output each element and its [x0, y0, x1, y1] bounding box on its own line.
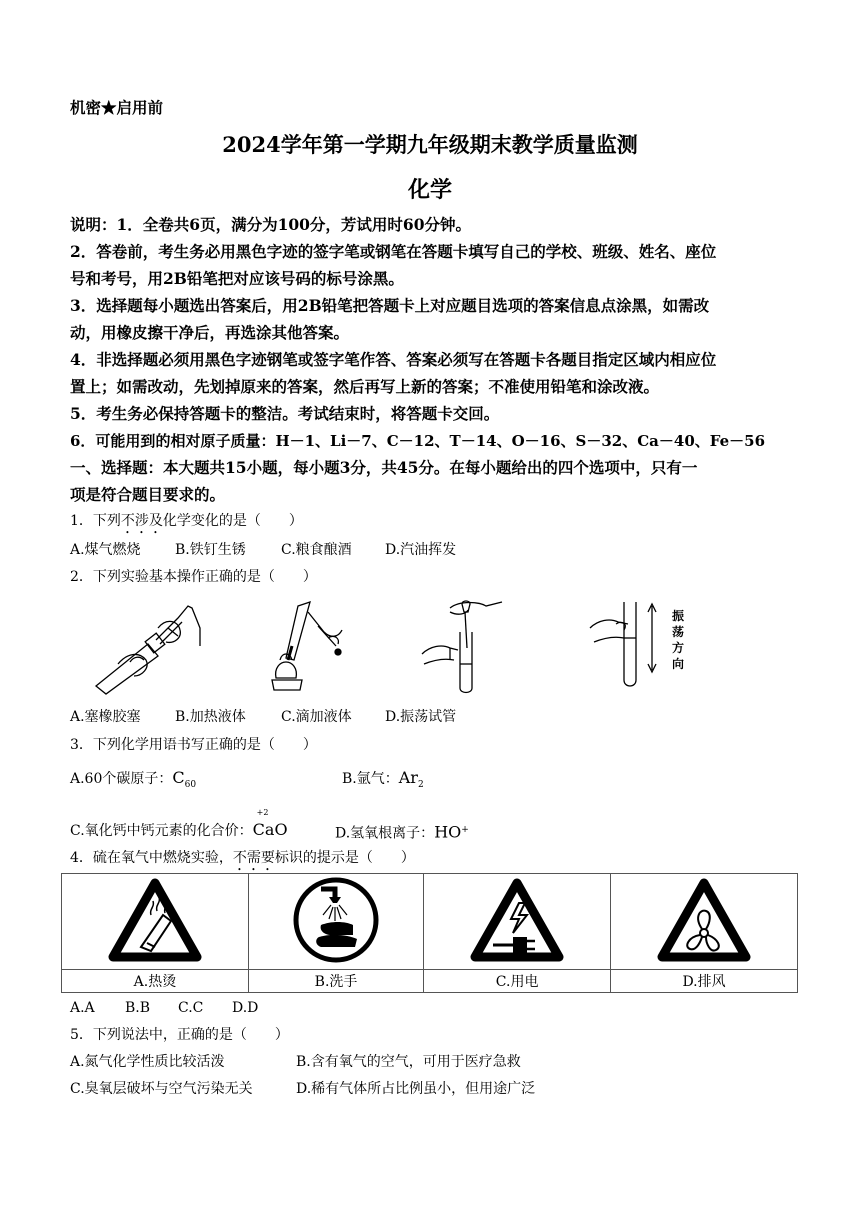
sign-cell [424, 874, 611, 970]
question-5-option-b: B.含有氧气的空气，可用于医疗急救 [296, 1054, 521, 1070]
question-2-stem: 2．下列实验基本操作正确的是（ ） [70, 569, 317, 585]
heat-liquid-figure [258, 598, 358, 698]
question-4-option-b: B.B [125, 1000, 151, 1016]
safety-signs-table [61, 873, 798, 993]
instruction-line: 6．可能用到的相对原子质量：H－1、Li－7、C－12、T－14、O－16、S－32、Ca－40、Fe－56 [70, 432, 766, 450]
question-3-option-c: C.氧化钙中钙元素的化合价： +2 CaO [70, 808, 288, 839]
question-5-option-d: D.稀有气体所占比例虽小，但用途广泛 [296, 1081, 536, 1097]
instruction-line: 2．答卷前，考生务必用黑色字迹的签字笔或钢笔在答题卡填写自己的学校、班级、姓名、座位 [70, 242, 717, 261]
subject-title: 化学 [407, 177, 452, 203]
question-2-option-d: D.振荡试管 [385, 709, 457, 725]
question-1-option-d: D.汽油挥发 [385, 542, 457, 558]
question-4-option-c: C.C [178, 1000, 204, 1016]
emphasis-text: 不涉及 [120, 513, 163, 529]
question-5-option-c: C.臭氧层破坏与空气污染无关 [70, 1081, 253, 1097]
question-3-option-d: D.氢氧根离子：HO+ [335, 822, 469, 842]
instruction-line: 动，用橡皮擦干净后，再选涂其他答案。 [70, 323, 350, 342]
question-5-option-a: A.氮气化学性质比较活泼 [70, 1054, 225, 1070]
emphasis-text: 不需要 [232, 850, 275, 866]
section-heading: 一、选择题：本大题共15小题，每小题3分，共45分。在每小题给出的四个选项中，只有一 [70, 458, 698, 477]
instruction-line: 4．非选择题必须用黑色字迹钢笔或签字笔作答、答案必须写在答题卡各题目指定区域内相应位 [70, 350, 717, 369]
section-heading-cont: 项是符合题目要求的。 [70, 485, 226, 504]
electricity-icon [469, 877, 565, 963]
question-3-stem: 3．下列化学用语书写正确的是（ ） [70, 737, 317, 753]
drop-liquid-figure [420, 598, 520, 698]
question-2-option-b: B.加热液体 [175, 709, 246, 725]
sign-cell [248, 874, 423, 970]
hot-surface-icon [107, 877, 203, 963]
sign-cell [611, 874, 798, 970]
shake-direction-label: 振 荡 方 向 [671, 609, 684, 671]
question-4-option-a: A.A [70, 1000, 95, 1016]
formula: HO [434, 822, 462, 842]
instruction-line: 置上；如需改动，先划掉原来的答案，然后再写上新的答案；不准使用铅笔和涂改液。 [70, 377, 660, 396]
question-1-option-b: B.铁钉生锈 [175, 542, 246, 558]
ventilation-fan-icon [656, 877, 752, 963]
confidential-label: 机密★启用前 [70, 98, 164, 117]
question-1-option-c: C.粮食酿酒 [281, 542, 352, 558]
question-1-stem: 1．下列不涉及化学变化的是（ ） [70, 513, 303, 529]
sign-caption: D.排风 [611, 970, 798, 993]
wash-hands-icon [291, 875, 381, 965]
instruction-line: 5．考生务必保持答题卡的整洁。考试结束时，将答题卡交回。 [70, 404, 500, 423]
instruction-line: 说明：1．全卷共6页，满分为100分，芳试用时60分钟。 [70, 215, 471, 234]
insert-stopper-figure [88, 598, 206, 696]
question-4-option-d: D.D [232, 1000, 259, 1016]
sign-caption: C.用电 [424, 970, 611, 993]
sign-caption: A.热烫 [62, 970, 249, 993]
question-1-option-a: A.煤气燃烧 [70, 542, 141, 558]
question-4-stem: 4．硫在氧气中燃烧实验，不需要标识的提示是（ ） [70, 850, 415, 866]
formula: Ar [398, 768, 418, 787]
instruction-line: 号和考号，用2B铅笔把对应该号码的标号涂黑。 [70, 269, 404, 288]
question-5-stem: 5．下列说法中，正确的是（ ） [70, 1027, 289, 1043]
formula: CaO [252, 820, 288, 839]
exam-title: 2024学年第一学期九年级期末教学质量监测 [222, 132, 638, 157]
shake-tube-figure [588, 598, 668, 690]
formula: C [172, 768, 185, 787]
sign-caption: B.洗手 [248, 970, 423, 993]
question-3-option-b: B.氩气：$Ar_2$ [342, 768, 424, 790]
valence-mark: +2 [256, 808, 269, 817]
instruction-line: 3．选择题每小题选出答案后，用2B铅笔把答题卡上对应题目选项的答案信息点涂黑，如需改 [70, 296, 710, 315]
sign-cell [62, 874, 249, 970]
question-3-option-a: A.60个碳原子：$C_{60}$ [70, 768, 197, 790]
question-2-option-c: C.滴加液体 [281, 709, 352, 725]
question-2-option-a: A.塞橡胶塞 [70, 709, 141, 725]
